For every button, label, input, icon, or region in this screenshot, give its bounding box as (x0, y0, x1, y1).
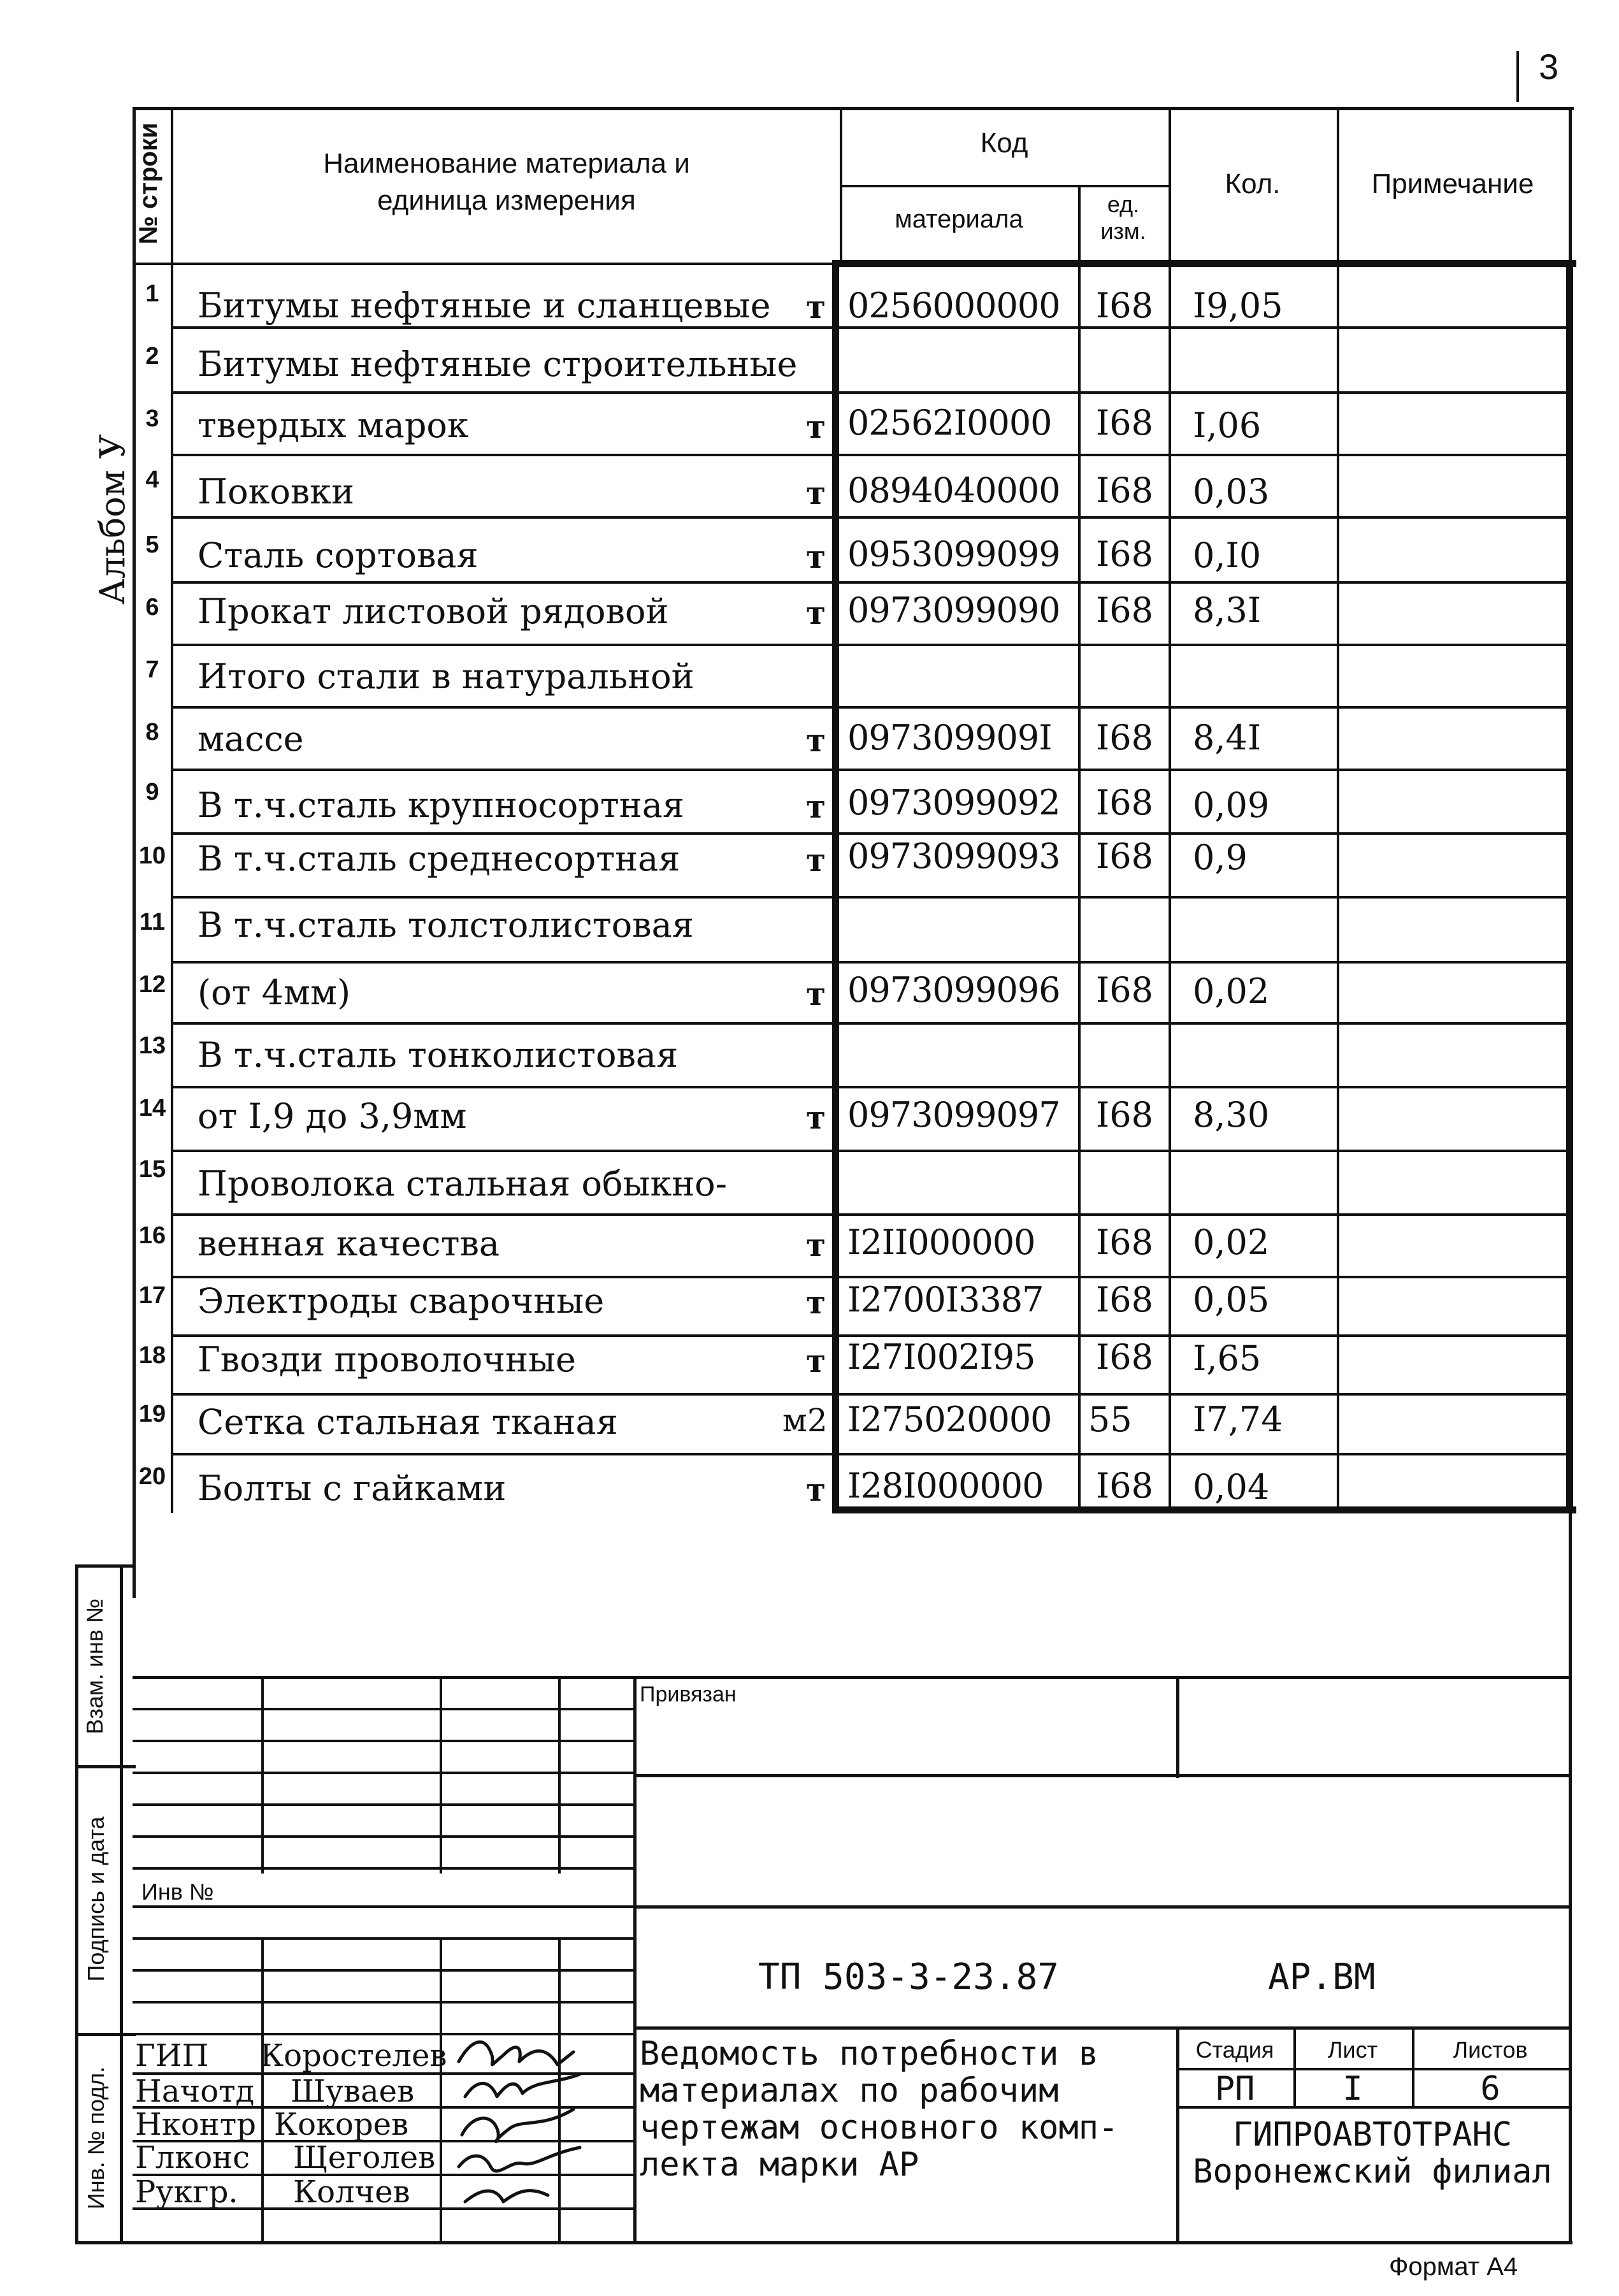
row-material-code: 02562I0000 (847, 403, 1052, 443)
stamp-inv-no: Инв № (141, 1879, 214, 1905)
row-material-code: 0973099090 (847, 590, 1060, 630)
row-material-name: Гвозди проволочные (198, 1339, 576, 1380)
row-material-code: I28I000000 (847, 1466, 1044, 1506)
side-strip-top (75, 1564, 136, 1568)
page-number: 3 (1539, 47, 1559, 87)
row-number: 10 (138, 842, 166, 869)
paper-format: Формат А4 (1389, 2253, 1518, 2281)
row-unit: т (806, 288, 826, 326)
stamp-top-line (133, 1676, 1571, 1679)
row-number: 11 (139, 909, 166, 935)
row-material-code: 0953099099 (847, 534, 1060, 574)
row-unit-code: I68 (1095, 1466, 1154, 1506)
page-number-divider (1516, 51, 1519, 102)
row-material-name: Битумы нефтяные строительные (198, 344, 798, 384)
row-unit: т (806, 975, 826, 1013)
row-line (171, 1276, 1569, 1278)
row-unit-code: I68 (1095, 285, 1154, 326)
row-line (171, 961, 1569, 964)
row-number: 15 (138, 1156, 166, 1183)
table-top-border (133, 107, 1574, 110)
row-number: 17 (138, 1282, 166, 1309)
row-line (171, 391, 1569, 394)
row-number: 13 (138, 1032, 166, 1059)
bold-frame-top (832, 260, 1576, 267)
row-number: 6 (145, 594, 159, 621)
row-material-name: Сталь сортовая (198, 535, 479, 575)
row-material-name: твердых марок (198, 405, 469, 445)
stamp-person-name: Коростелев (260, 2038, 447, 2074)
row-material-name: массе (198, 719, 304, 759)
stamp-role: Рукгр. (135, 2174, 238, 2210)
row-material-code: I27I002I95 (847, 1337, 1035, 1377)
stamp-line (636, 1774, 1571, 1777)
row-line (171, 581, 1569, 584)
document-code: ТП 503-3-23.87 (758, 1956, 1060, 1998)
row-material-code: 0973099092 (847, 783, 1060, 823)
row-number: 4 (145, 466, 159, 493)
row-line (171, 644, 1569, 646)
stamp-grid-line (133, 1905, 633, 1908)
row-quantity: 0,02 (1193, 971, 1270, 1011)
row-material-name: венная качества (198, 1224, 500, 1264)
row-line (171, 1453, 1569, 1455)
side-strip-inner-line (120, 1564, 123, 2244)
header-code-material: материала (895, 205, 1023, 233)
stamp-line (636, 2026, 1571, 2030)
row-quantity: 0,03 (1193, 472, 1270, 512)
sheets-value: 6 (1480, 2070, 1500, 2108)
row-number: 8 (145, 719, 159, 746)
stamp-grid-column (558, 1676, 561, 1874)
organization-branch: Воронежский филиал (1193, 2153, 1552, 2191)
document-title-line: чертежам основного комп- (640, 2109, 1119, 2147)
signatures-graphic (446, 2026, 631, 2237)
side-strip-divider (75, 2033, 136, 2036)
row-unit-code: I68 (1095, 534, 1154, 574)
row-material-code: 097309909I (847, 718, 1052, 758)
row-unit: т (806, 1471, 826, 1508)
sheets-label: Листов (1453, 2037, 1528, 2063)
row-quantity: 8,4I (1193, 718, 1262, 758)
row-material-name: Прокат листовой рядовой (198, 591, 669, 632)
row-line (171, 1022, 1569, 1025)
stamp-main-column (633, 1676, 637, 2244)
row-unit: т (806, 408, 826, 445)
stamp-bottom-border (75, 2241, 1572, 2244)
row-unit: т (806, 594, 826, 632)
row-unit: т (806, 1099, 826, 1136)
rownum-column-line (171, 107, 173, 1513)
header-row-no: № строки (134, 122, 162, 245)
row-material-code: 0973099093 (847, 836, 1060, 876)
row-number: 3 (145, 405, 159, 432)
row-material-name: Электроды сварочные (198, 1281, 605, 1321)
side-label-inv-podl: Инв. № подл. (83, 2066, 109, 2210)
stamp-grid-column (440, 1937, 442, 2243)
row-quantity: I9,05 (1193, 285, 1283, 326)
stamp-column (1176, 1676, 1179, 1778)
document-title-line: лекта марки АР (640, 2146, 919, 2184)
row-unit-code: I68 (1095, 1337, 1154, 1377)
stamp-role: ГИП (135, 2038, 209, 2074)
row-line (171, 896, 1569, 899)
row-unit-code: I68 (1095, 836, 1154, 876)
row-quantity: 0,05 (1193, 1280, 1270, 1320)
row-material-code: 0256000000 (847, 285, 1060, 326)
bold-frame-left (832, 260, 839, 1513)
header-note: Примечание (1371, 168, 1534, 199)
row-number: 20 (138, 1463, 166, 1490)
row-material-code: 0894040000 (847, 470, 1060, 510)
row-unit: т (806, 538, 826, 575)
row-unit: т (806, 474, 826, 512)
document-title-line: материалах по рабочим (640, 2072, 1059, 2110)
side-strip-outer-line (75, 1564, 78, 2244)
stamp-person-name: Шуваев (291, 2074, 415, 2109)
stamp-grid-column (261, 1937, 264, 2243)
row-quantity: 8,30 (1193, 1095, 1270, 1135)
row-material-name: (от 4мм) (198, 972, 351, 1013)
row-number: 19 (138, 1401, 166, 1427)
stage-label: Стадия (1195, 2037, 1274, 2063)
row-number: 5 (145, 531, 159, 558)
stamp-grid-column (440, 1676, 442, 1874)
stamp-grid-column (261, 1676, 264, 1874)
row-number: 16 (138, 1222, 166, 1249)
qty-column-line (1169, 107, 1171, 1513)
row-line (171, 832, 1569, 835)
document-title-line: Ведомость потребности в (640, 2035, 1099, 2073)
header-code-unit: ед. изм. (1100, 191, 1146, 244)
row-line (171, 326, 1569, 329)
row-number: 14 (138, 1095, 166, 1122)
row-line (171, 1213, 1569, 1216)
row-unit-code: 55 (1088, 1399, 1132, 1440)
stamp-person-name: Кокорев (274, 2107, 409, 2142)
row-number: 1 (145, 280, 159, 307)
row-material-name: Проволока стальная обыкно- (198, 1164, 727, 1204)
side-strip-divider (75, 1765, 136, 1768)
row-material-name: Болты с гайками (198, 1468, 507, 1508)
header-name: Наименование материала и единица измерения (323, 148, 690, 216)
header-code: Код (980, 127, 1028, 159)
row-material-code: I275020000 (847, 1399, 1052, 1440)
row-number: 18 (138, 1342, 166, 1369)
row-unit-code: I68 (1095, 1095, 1154, 1135)
stamp-person-name: Колчев (293, 2174, 410, 2210)
row-quantity: I7,74 (1193, 1399, 1283, 1440)
row-number: 2 (145, 343, 159, 370)
row-material-name: Итого стали в натуральной (198, 656, 694, 697)
row-unit-code: I68 (1095, 1280, 1154, 1320)
stamp-line (636, 1905, 1571, 1909)
row-unit: т (806, 788, 826, 825)
row-unit-code: I68 (1095, 590, 1154, 630)
row-unit-code: I68 (1095, 718, 1154, 758)
row-quantity: 0,04 (1193, 1467, 1270, 1507)
side-label-vzam: Взам. инв № (82, 1598, 108, 1735)
row-quantity: 0,I0 (1193, 535, 1262, 575)
row-line (171, 516, 1569, 519)
row-quantity: I,06 (1193, 405, 1262, 445)
bold-frame-right (1566, 260, 1573, 1513)
row-material-name: от I,9 до 3,9мм (198, 1096, 467, 1136)
row-unit-code: I68 (1095, 403, 1154, 443)
row-unit: т (806, 1226, 826, 1264)
row-unit-code: I68 (1095, 783, 1154, 823)
row-unit-code: I68 (1095, 1222, 1154, 1262)
sheet-value: I (1342, 2070, 1363, 2108)
row-material-code: 0973099096 (847, 970, 1060, 1010)
row-material-name: Битумы нефтяные и сланцевые (198, 285, 771, 326)
row-unit: м2 (782, 1402, 828, 1439)
row-quantity: I,65 (1193, 1338, 1262, 1378)
row-unit: т (806, 1342, 826, 1380)
row-material-name: Сетка стальная тканая (198, 1402, 618, 1442)
row-line (171, 1086, 1569, 1088)
document-title (640, 2035, 1118, 2183)
sheet-label: Лист (1327, 2037, 1378, 2063)
unit-column-line (1078, 265, 1081, 1510)
row-material-name: Поковки (198, 472, 355, 512)
document-mark: АР.ВМ (1268, 1956, 1376, 1998)
bold-frame-bottom (832, 1506, 1576, 1513)
row-material-code: I2700I3387 (847, 1280, 1044, 1320)
stamp-role: Глконс (135, 2140, 250, 2176)
code-subheader-line (840, 185, 1169, 187)
stamp-privyazan: Привязан (640, 1682, 737, 1707)
row-unit: т (806, 721, 826, 759)
row-number: 7 (145, 656, 159, 683)
stamp-role: Начотд (135, 2074, 255, 2109)
row-number: 12 (138, 971, 166, 998)
row-quantity: 0,09 (1193, 785, 1270, 825)
row-unit-code: I68 (1095, 470, 1154, 510)
row-material-name: В т.ч.сталь толстолистовая (198, 905, 694, 945)
album-label: Альбом У (92, 434, 133, 605)
row-unit: т (806, 1283, 826, 1321)
row-unit: т (806, 841, 826, 879)
note-column-line (1337, 107, 1339, 1513)
stamp-role: Нконтр (135, 2107, 257, 2142)
row-line (171, 1150, 1569, 1152)
row-line (171, 1393, 1569, 1396)
stamp-person-name: Щеголев (293, 2140, 436, 2176)
header-qty: Кол. (1225, 168, 1281, 199)
side-label-podpis: Подпись и дата (83, 1816, 109, 1982)
row-material-name: В т.ч.сталь среднесортная (198, 839, 680, 879)
row-material-code: I2II000000 (847, 1222, 1035, 1262)
row-quantity: 0,9 (1193, 837, 1248, 877)
row-line (171, 454, 1569, 456)
row-material-code: 0973099097 (847, 1095, 1060, 1135)
row-quantity: 8,3I (1193, 590, 1262, 630)
row-unit-code: I68 (1095, 970, 1154, 1010)
stage-value: РП (1214, 2070, 1255, 2108)
row-number: 9 (145, 779, 159, 805)
row-material-name: В т.ч.сталь крупносортная (198, 785, 684, 825)
row-line (171, 769, 1569, 771)
row-quantity: 0,02 (1193, 1222, 1270, 1262)
row-material-name: В т.ч.сталь тонколистовая (198, 1035, 679, 1075)
organization-name: ГИПРОАВТОТРАНС (1232, 2116, 1513, 2154)
row-line (171, 706, 1569, 709)
